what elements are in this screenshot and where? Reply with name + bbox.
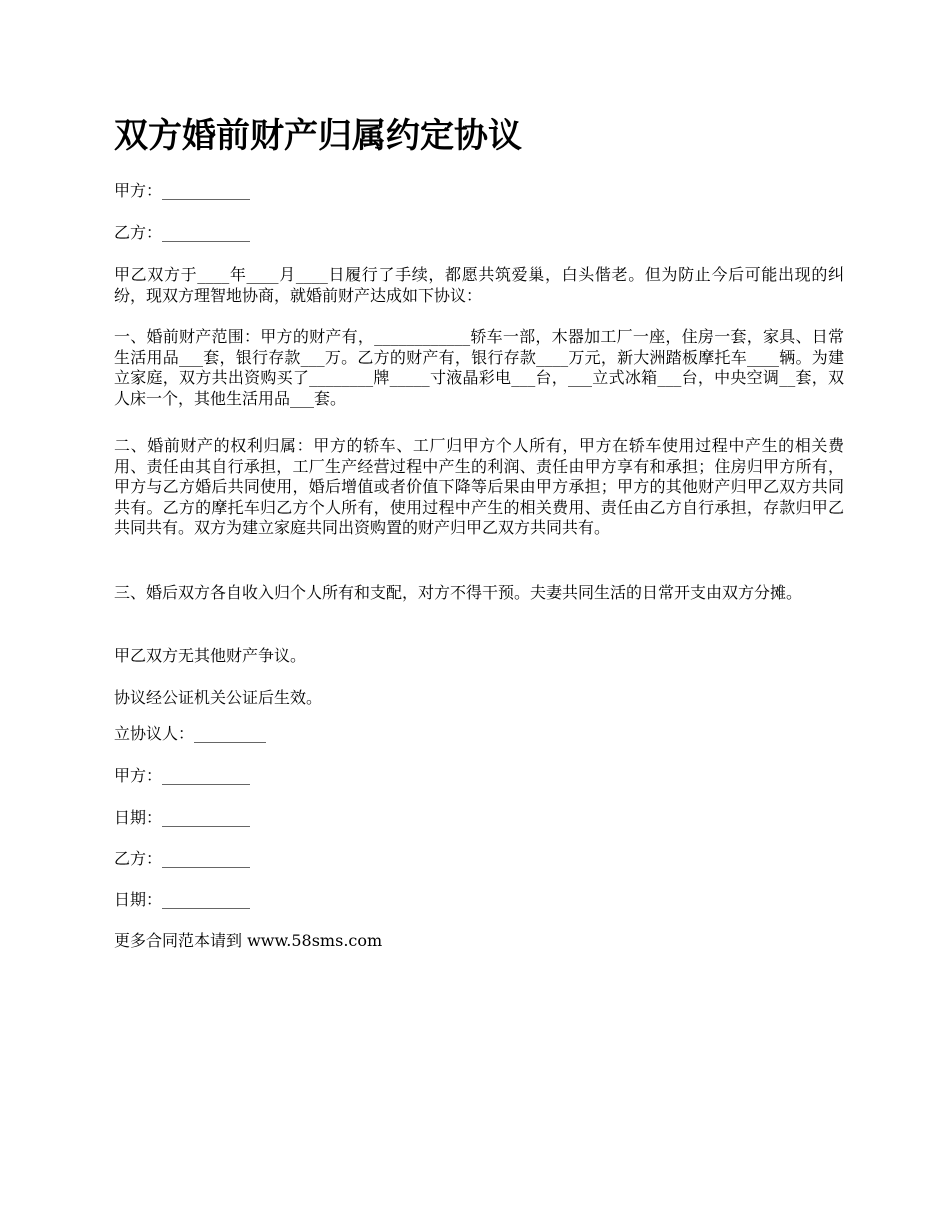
no-dispute-statement: 甲乙双方无其他财产争议。 xyxy=(114,646,307,665)
clause-2-ownership: 二、婚前财产的权利归属：甲方的轿车、工厂归甲方个人所有，甲方在轿车使用过程中产生的相关费用、责任由其自行承担，工厂生产经营过程中产生的利润、责任由甲方享有和承担；住房归甲方所有，甲方与乙方婚后共同使用，婚后增值或者价值下降等后果由甲方承担；甲方的其他财产归甲乙双方共同共有。乙方的摩托车归乙方个人所有，使用过程中产生的相关费用、责任由乙方自行承担，存款归甲乙共同共有。双方为建立家庭共同出资购置的财产归甲乙双方共同共有。 xyxy=(114,436,844,537)
signatory-line: 立协议人：_________ xyxy=(114,724,267,743)
party-b-signature-line: 乙方：___________ xyxy=(114,849,251,868)
party-b-header: 乙方：___________ xyxy=(114,223,251,242)
party-a-date-line: 日期：___________ xyxy=(114,808,251,827)
party-b-date-line: 日期：___________ xyxy=(114,890,251,909)
clause-3-income: 三、婚后双方各自收入归个人所有和支配，对方不得干预。夫妻共同生活的日常开支由双方分摊。 xyxy=(114,583,803,602)
notarization-statement: 协议经公证机关公证后生效。 xyxy=(114,688,323,707)
party-a-signature-line: 甲方：___________ xyxy=(114,766,251,785)
intro-paragraph: 甲乙双方于____年____月____日履行了手续，都愿共筑爱巢，白头偕老。但为防止今后可能出现的纠纷，现双方理智地协商，就婚前财产达成如下协议： xyxy=(114,265,844,305)
footer-website-note: 更多合同范本请到 www.58sms.com xyxy=(114,931,383,950)
clause-1-asset-scope: 一、婚前财产范围：甲方的财产有，____________轿车一部，木器加工厂一座，住房一套，家具、日常生活用品___套，银行存款___万。乙方的财产有，银行存款____万元，新大洲踏板摩托车____辆。为建立家庭，双方共出资购买了________牌_____寸液晶彩电___台，___立式冰箱___台，中央空调__套，双人床一个，其他生活用品___套。 xyxy=(114,327,844,408)
party-a-header: 甲方：___________ xyxy=(114,181,251,200)
document-title: 双方婚前财产归属约定协议 xyxy=(114,116,522,156)
